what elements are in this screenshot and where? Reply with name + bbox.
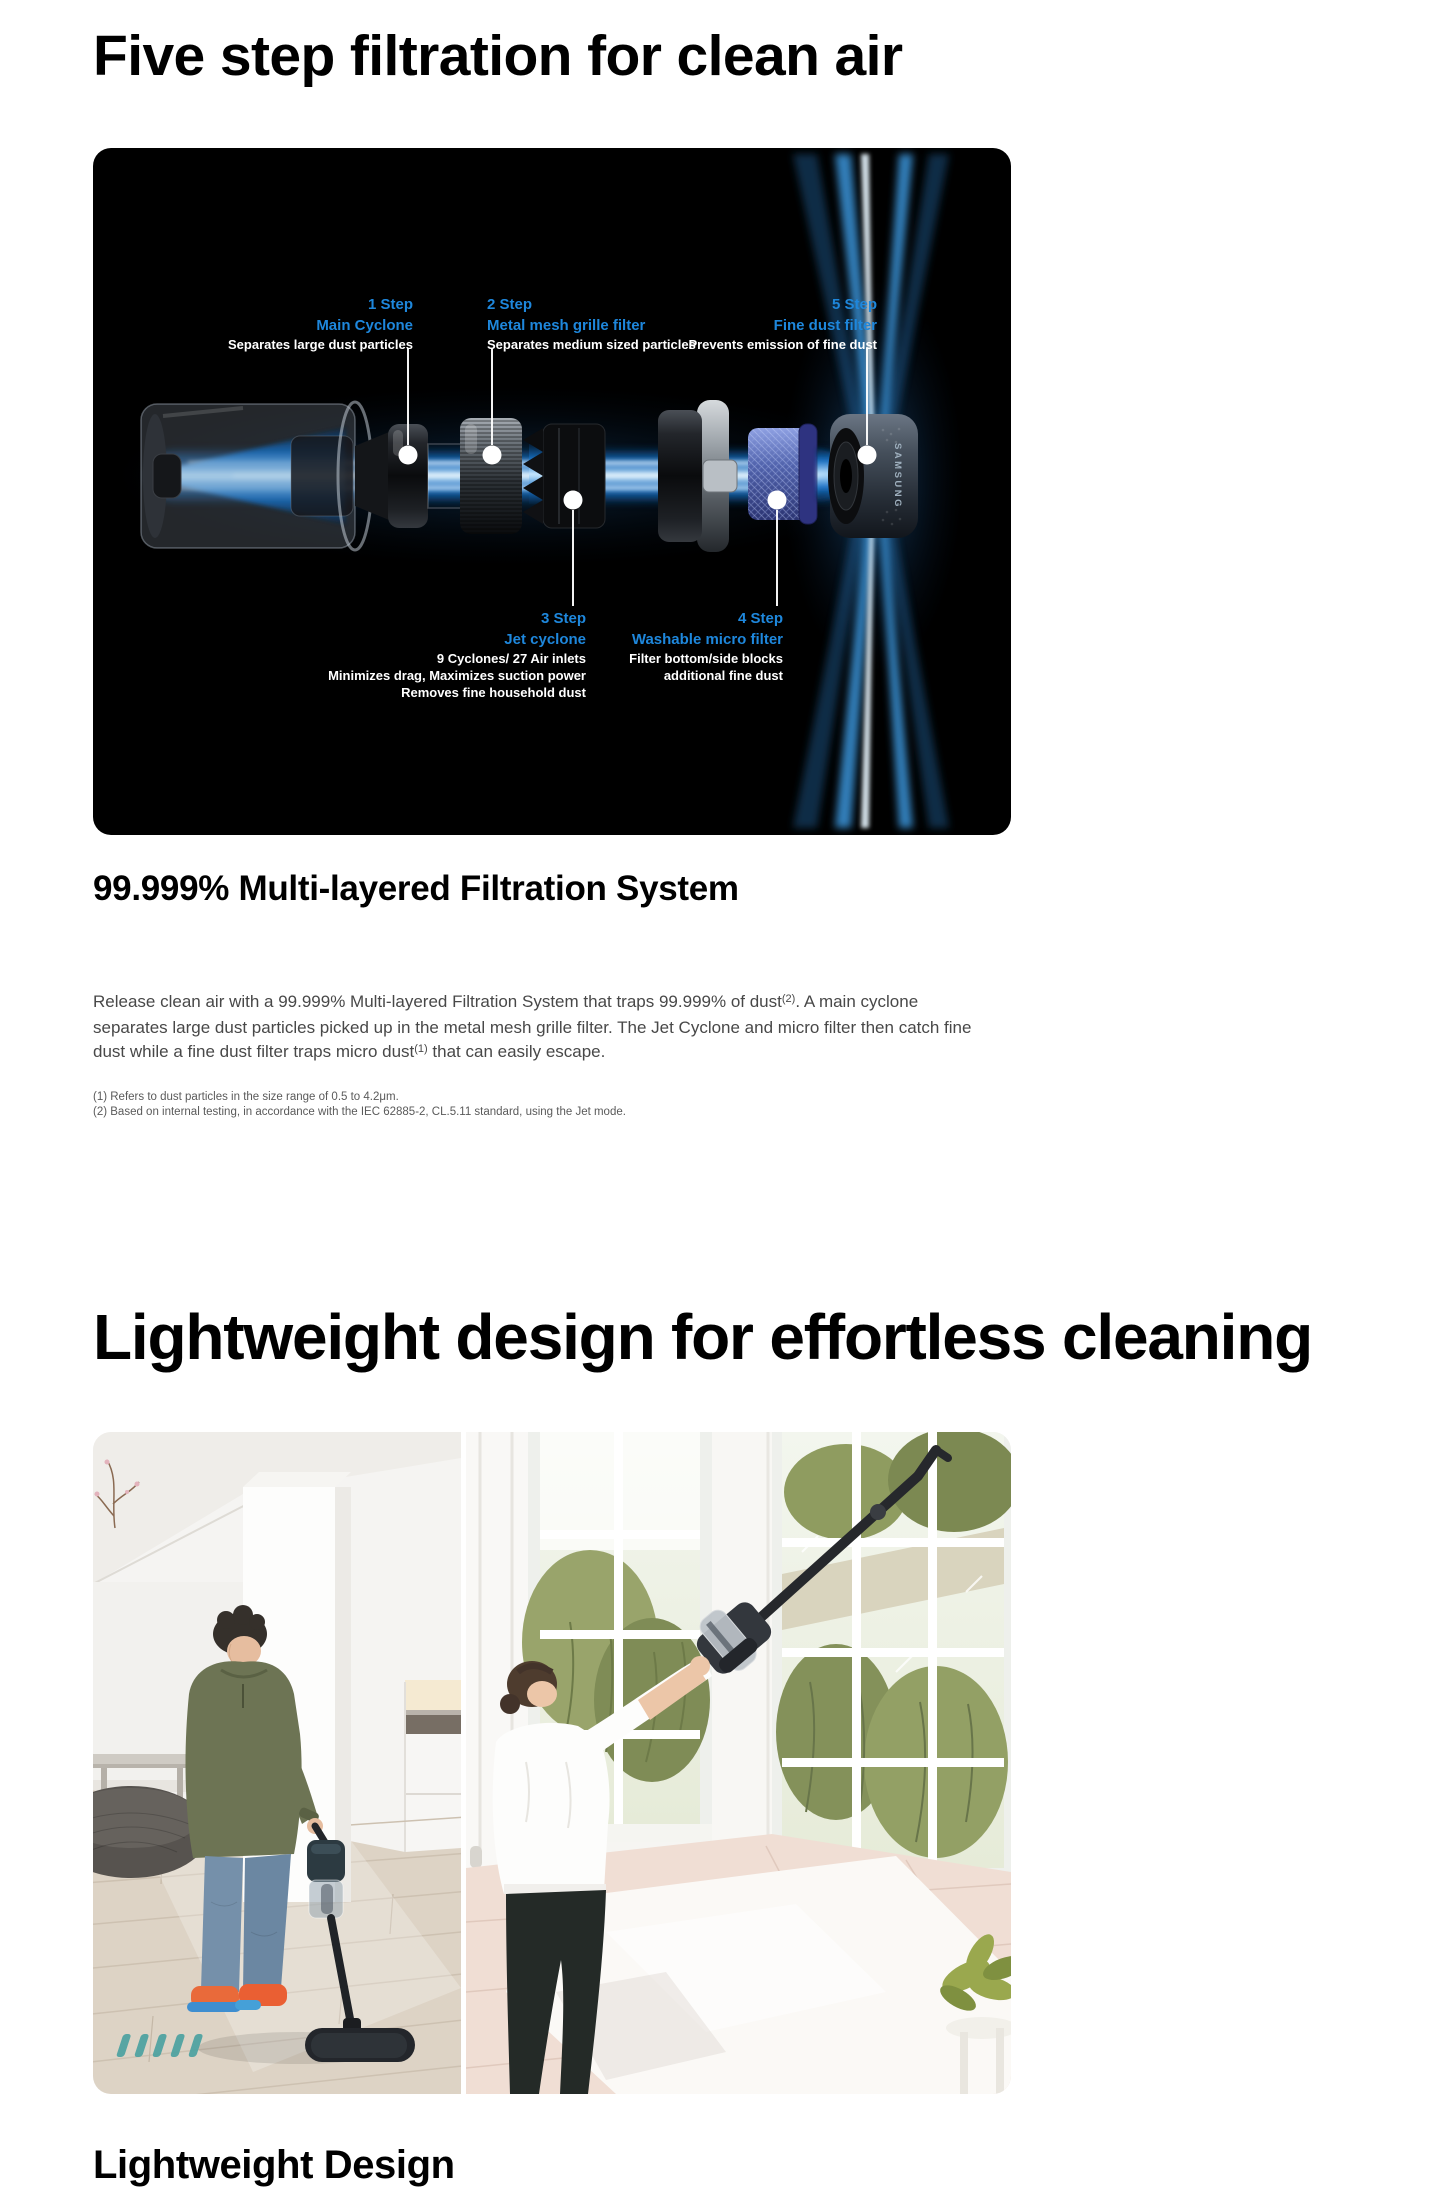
- diagram-step-4-label: [629, 608, 783, 684]
- paragraph-text: Release clean air with a 99.999% Multi-layered Filtration System that traps 99.999% of dust: [93, 992, 782, 1011]
- lightweight-photos: [93, 1432, 1011, 2094]
- step-number: 5 Step: [831, 296, 877, 313]
- section1-subheading: 99.999% Multi-layered Filtration System: [93, 869, 739, 908]
- device-brand-label: SAMSUNG: [892, 442, 903, 510]
- diagram-step-3-label: [328, 608, 586, 701]
- section1-paragraph: [93, 990, 985, 1066]
- photo-boy-vacuuming: [93, 1432, 461, 2094]
- step-number: 1 Step: [367, 296, 413, 313]
- paragraph-text: that can easily escape.: [427, 1042, 606, 1061]
- filtration-diagram-panel: [93, 148, 1011, 835]
- filtration-diagram-illustration: [93, 148, 1011, 835]
- boy-vacuuming-illustration: [93, 1432, 461, 2094]
- step-name: Washable micro filter: [631, 631, 783, 648]
- section1-title: Five step filtration for clean air: [93, 24, 903, 88]
- diagram-step-5-label: [688, 294, 877, 353]
- diagram-step-2-label: [487, 294, 696, 353]
- diagram-step-1-label: [228, 294, 413, 353]
- section2-title: Lightweight design for effortless cleaning: [93, 1301, 1313, 1373]
- step-number: 4 Step: [737, 610, 783, 627]
- step-name: Jet cyclone: [504, 631, 586, 648]
- footnote-marker-2: (2): [781, 993, 796, 1005]
- woman-vacuuming-illustration: [466, 1432, 1011, 2094]
- step-description: Filter bottom/side blocks: [629, 651, 783, 666]
- step-description: Minimizes drag, Maximizes suction power: [328, 668, 586, 683]
- step-description: additional fine dust: [663, 668, 783, 683]
- step-description: Separates medium sized particles: [487, 337, 696, 352]
- step-description: Removes fine household dust: [401, 685, 586, 700]
- paragraph-text: . A main cyclone separates large dust particles picked up in the metal mesh grille filter. The Jet Cyclone and micro filter then catch fine dust while a fine dust filter traps micro dust: [93, 992, 972, 1061]
- step-name: Main Cyclone: [316, 317, 413, 334]
- step-description: Prevents emission of fine dust: [688, 337, 877, 352]
- step-number: 3 Step: [540, 610, 586, 627]
- photo-woman-vacuuming-window: [466, 1432, 1011, 2094]
- step-name: Metal mesh grille filter: [487, 317, 646, 334]
- section2-subheading: Lightweight Design: [93, 2143, 455, 2187]
- footnote-line: (2) Based on internal testing, in accordance with the IEC 62885-2, CL.5.11 standard, using the Jet mode.: [93, 1105, 626, 1118]
- step-name: Fine dust filter: [773, 317, 877, 334]
- step-description: 9 Cyclones/ 27 Air inlets: [436, 651, 586, 666]
- section1-footnotes: [93, 1090, 1356, 1119]
- step-number: 2 Step: [487, 296, 533, 313]
- footnote-marker-1: (1): [414, 1043, 428, 1055]
- step-description: Separates large dust particles: [228, 337, 413, 352]
- footnote-line: (1) Refers to dust particles in the size range of 0.5 to 4.2μm.: [93, 1091, 399, 1103]
